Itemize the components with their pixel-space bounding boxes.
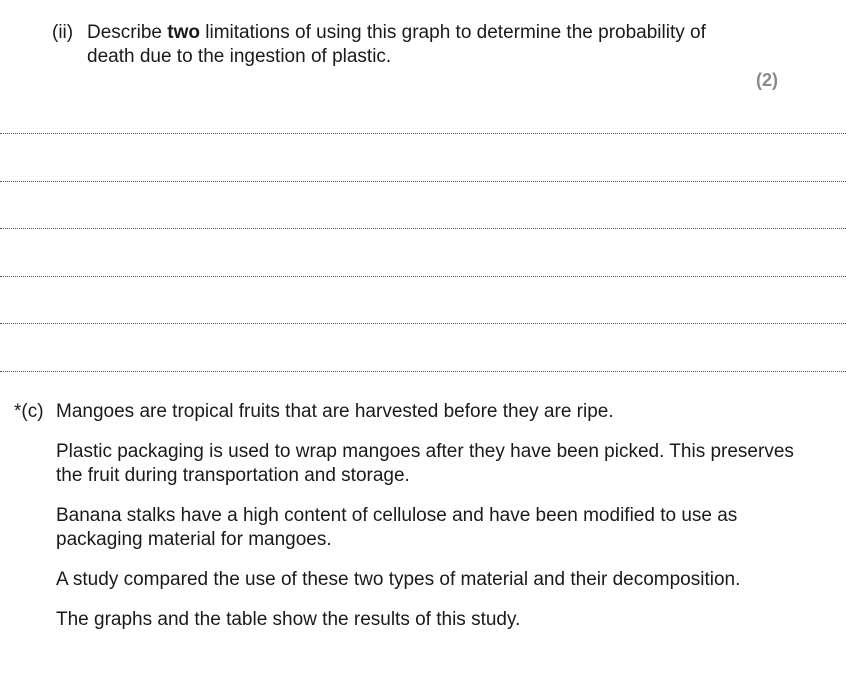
paragraph: A study compared the use of these two types of material and their decomposition.: [56, 569, 741, 590]
question-number: (ii): [52, 22, 74, 43]
answer-line-1[interactable]: [0, 133, 846, 134]
answer-line-2[interactable]: [0, 181, 846, 182]
question-c: [14, 400, 794, 648]
paragraph: The graphs and the table show the results of this study.: [56, 609, 521, 630]
question-text-start: Describe: [87, 22, 168, 43]
paragraph: Mangoes are tropical fruits that are harvested before they are ripe.: [56, 401, 614, 422]
paragraph: Plastic packaging is used to wrap mangoes after they have been picked. This preserves the fruit during transportation and storage.: [56, 441, 794, 486]
answer-line-4[interactable]: [0, 276, 846, 277]
question-text: [87, 21, 752, 69]
question-ii: [52, 21, 752, 69]
paragraph: Banana stalks have a high content of cellulose and have been modified to use as packaging material for mangoes.: [56, 505, 738, 550]
answer-line-6[interactable]: [0, 371, 846, 372]
question-emphasis: two: [167, 22, 200, 43]
answer-line-5[interactable]: [0, 323, 846, 324]
question-body: [56, 400, 794, 632]
question-label: *(c): [14, 401, 44, 422]
answer-line-3[interactable]: [0, 228, 846, 229]
marks-available: (2): [756, 70, 778, 90]
question-text-end: limitations of using this graph to determine the probability of death due to the ingestion of plastic.: [87, 22, 706, 67]
